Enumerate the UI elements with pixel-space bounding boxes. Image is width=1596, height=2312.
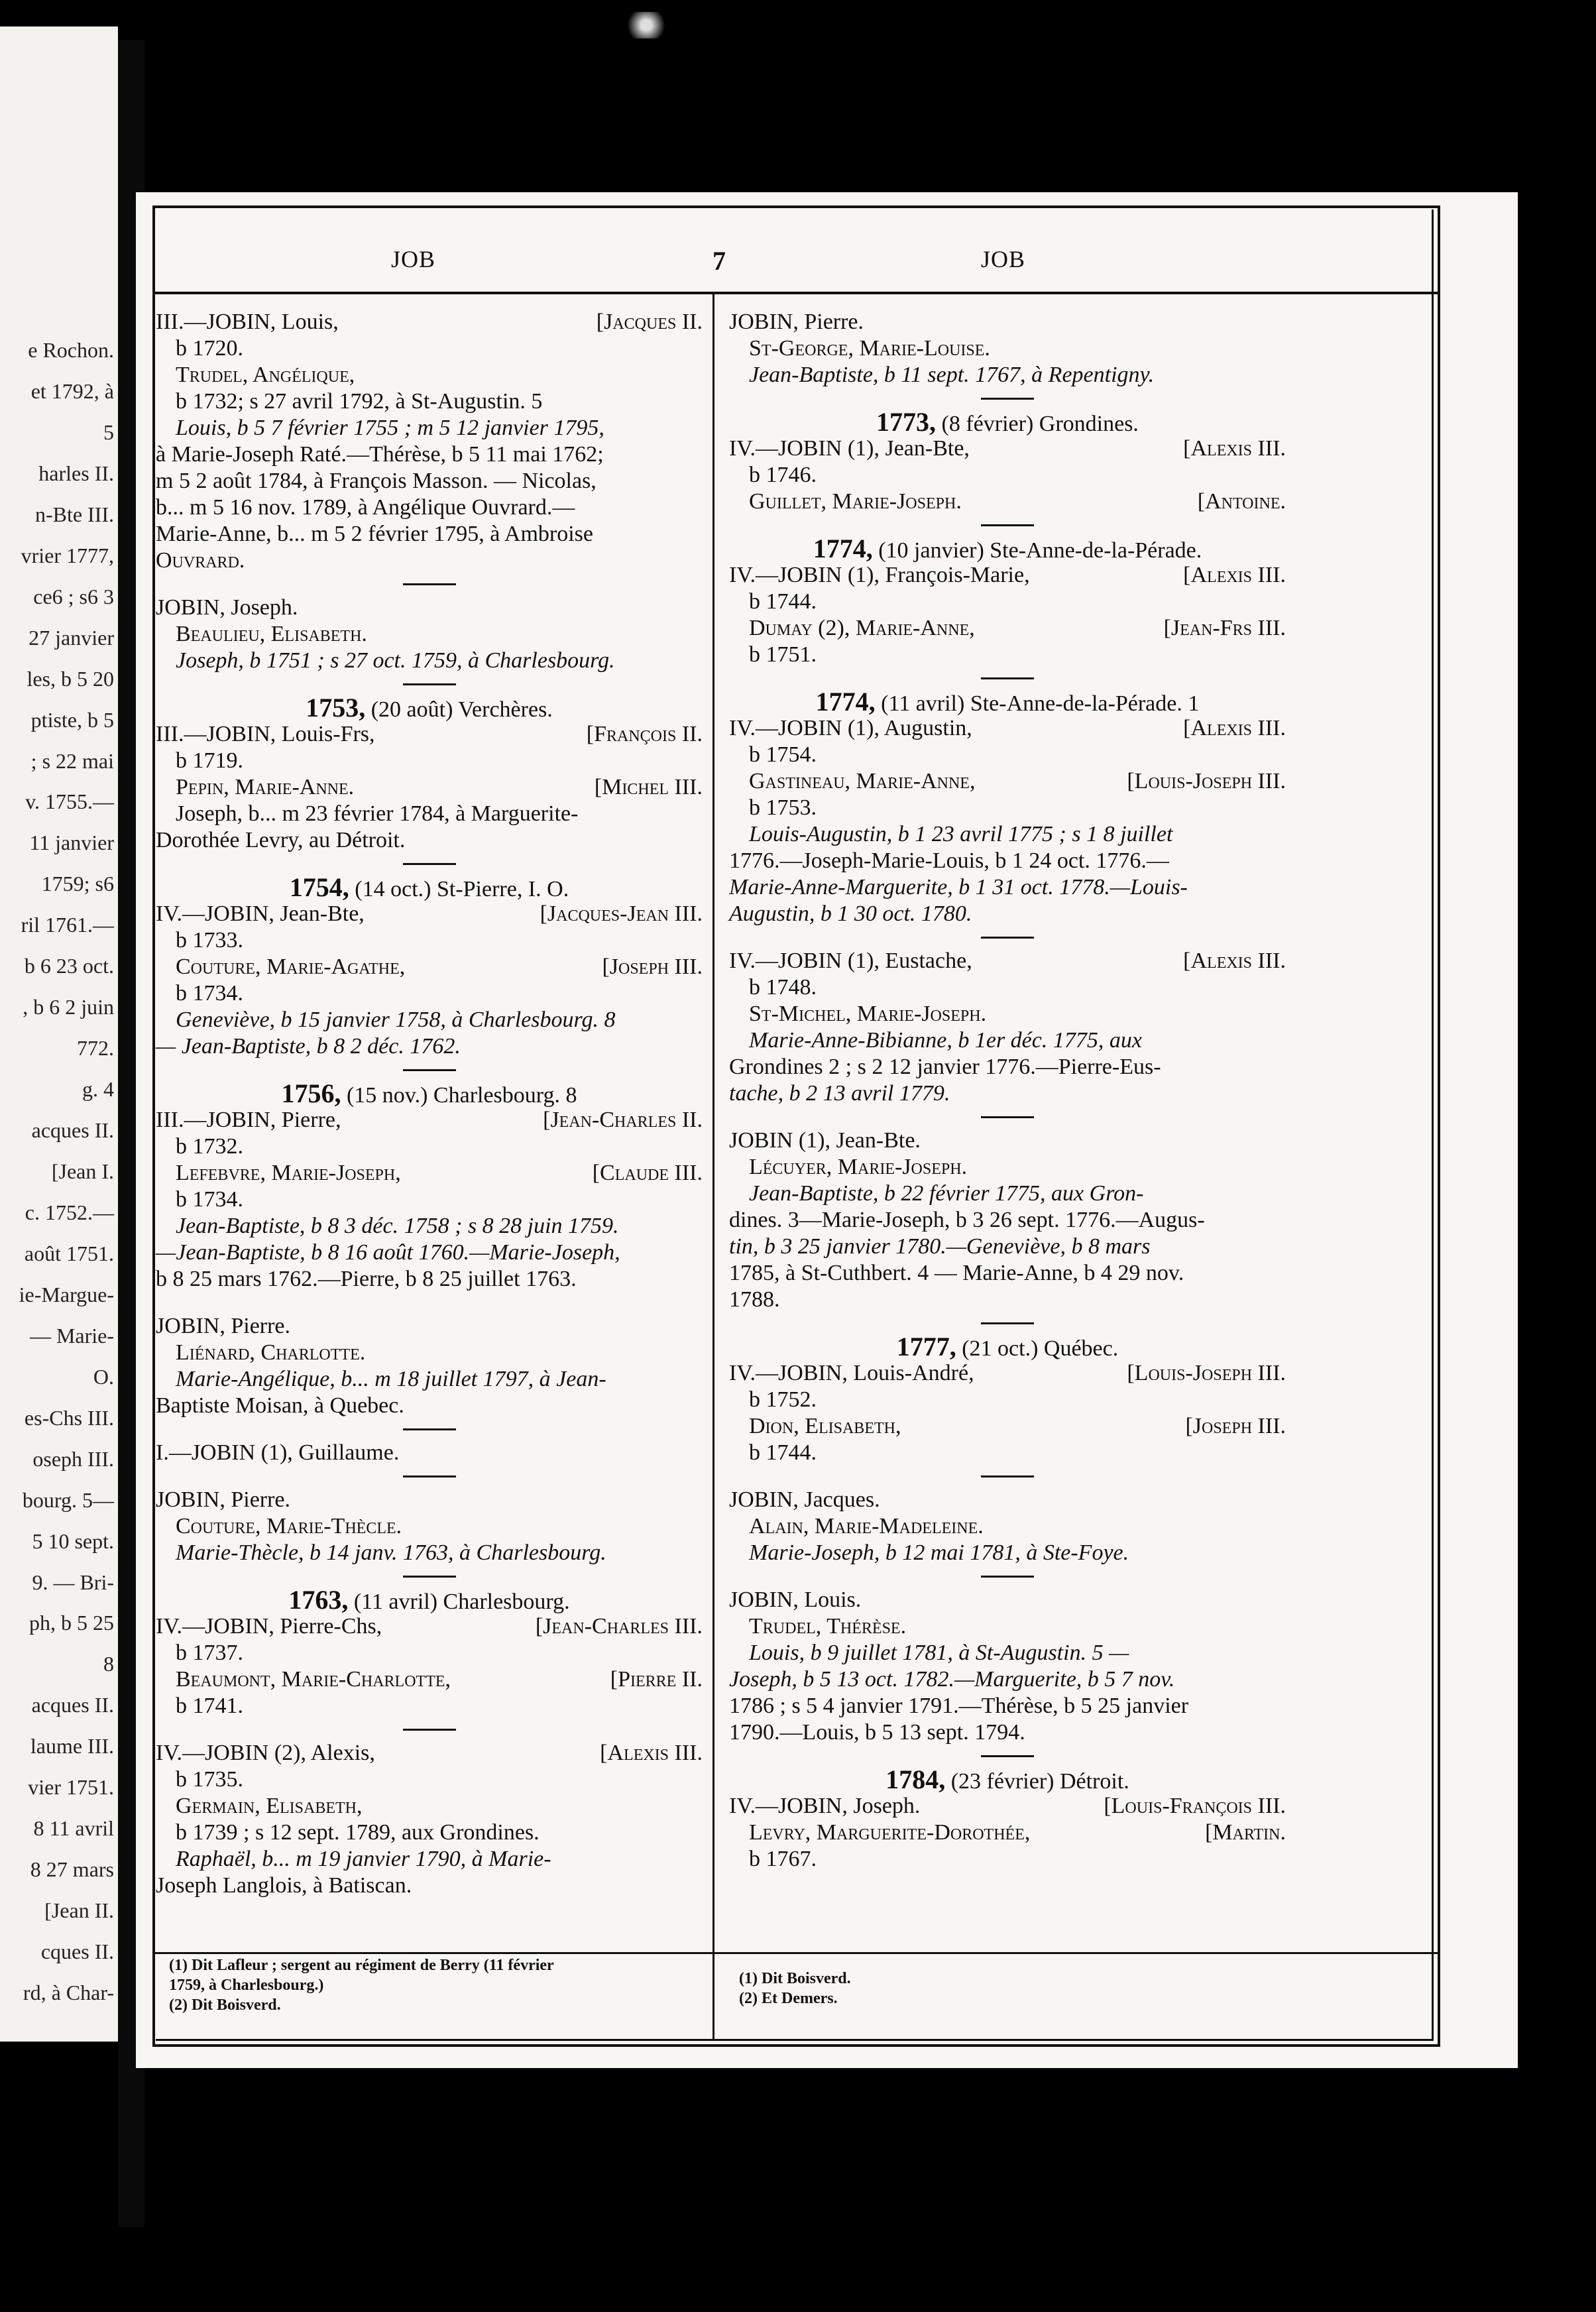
children-line: Raphaël, b... m 19 janvier 1790, à Marie- [176, 1847, 551, 1871]
entry-name: JOBIN, Jacques. [729, 1487, 880, 1512]
previous-page-text-fragment: août 1751. [24, 1241, 114, 1265]
entry-block [729, 1360, 1286, 1466]
spouse-name: St-Michel, Marie-Joseph. [749, 1002, 987, 1026]
spouse-row [729, 1820, 1286, 1846]
entry-head [156, 1740, 703, 1766]
separator-rule [403, 863, 456, 865]
entry-line: b 1732; s 27 avril 1792, à St-Augustin. 5 [176, 389, 543, 414]
separator-rule [403, 1576, 456, 1578]
previous-page-text-fragment: b 6 23 oct. [24, 954, 114, 978]
right-column [729, 309, 1286, 1873]
previous-page-text-fragment: ril 1761.— [21, 913, 114, 937]
previous-page-text-fragment: 5 [103, 420, 114, 444]
previous-page-text-fragment: e Rochon. [28, 338, 114, 362]
children-line: b... m 5 16 nov. 1789, à Angélique Ouvrard.— [156, 495, 575, 520]
separator-rule [981, 1576, 1034, 1578]
previous-page-text-fragment: 27 janvier [28, 625, 114, 650]
year: 1774, [815, 687, 876, 717]
marriage-year-heading [156, 695, 703, 721]
previous-page-text-fragment: 8 11 avril [33, 1816, 114, 1841]
marriage-year-heading [729, 1334, 1286, 1360]
entry-line: b 1734. [176, 1187, 243, 1212]
parent-ref: [Alexis III. [1183, 716, 1286, 740]
footnote: (1) Dit Boisverd. [739, 1970, 851, 1987]
spouse-row [729, 768, 1286, 795]
children-line: Dorothée Levry, au Détroit. [156, 828, 406, 852]
entry-name: IV.—JOBIN, Louis-André, [729, 1361, 974, 1385]
separator-rule [981, 524, 1034, 526]
previous-page-text-fragment: — Marie- [29, 1323, 114, 1348]
entry-name: III.—JOBIN, Pierre, [156, 1108, 341, 1132]
entry-head [729, 715, 1286, 742]
year: 1753, [306, 693, 366, 722]
parent-ref: [Jean-Charles II. [543, 1108, 703, 1132]
children-line: — Jean-Baptiste, b 8 2 déc. 1762. [156, 1034, 461, 1059]
previous-page-text-fragment: rd, à Char- [23, 1981, 114, 2005]
previous-page-text-fragment: 772. [77, 1036, 114, 1061]
marriage-year-heading [156, 874, 703, 901]
footnote: 1759, à Charlesbourg.) [169, 1977, 324, 1994]
children-line: Augustin, b 1 30 oct. 1780. [729, 901, 972, 926]
parent-ref: [Louis-Joseph III. [1127, 1361, 1286, 1385]
spouse-row [156, 1666, 703, 1693]
previous-page-text-fragment: ptiste, b 5 [30, 707, 114, 732]
entry-line: b 1751. [749, 642, 817, 667]
children-line: b 8 25 mars 1762.—Pierre, b 8 25 juillet 1763. [156, 1267, 577, 1291]
entry-line: b 1732. [176, 1134, 243, 1159]
place-date: (8 février) Grondines. [941, 412, 1139, 436]
parent-ref: [Antoine. [1197, 489, 1286, 514]
previous-page-text-fragment: n-Bte III. [34, 502, 114, 526]
children-line: Marie-Thècle, b 14 janv. 1763, à Charlesbourg. [176, 1540, 606, 1565]
entry-head [156, 1613, 703, 1640]
book-page [136, 192, 1518, 2068]
place-date: (11 avril) Charlesbourg. [353, 1590, 570, 1614]
previous-page-text-fragment: ph, b 5 25 [29, 1611, 114, 1635]
parent-ref: [Alexis III. [1183, 949, 1286, 973]
entry-head [729, 948, 1286, 974]
marriage-year-heading [156, 1587, 703, 1613]
previous-page-text-fragment: et 1792, à [30, 378, 114, 403]
entry-line: b 1739 ; s 12 sept. 1789, aux Grondines. [176, 1820, 540, 1845]
separator-rule [403, 683, 456, 685]
previous-page-text-fragment: [Jean II. [44, 1898, 114, 1923]
entry-block [729, 309, 1286, 388]
spouse-name: Lefebvre, Marie-Joseph, [176, 1161, 401, 1185]
children-line: Baptiste Moisan, à Quebec. [156, 1393, 404, 1418]
parent-ref: [Pierre II. [610, 1667, 703, 1692]
previous-page-text-fragment: oseph III. [32, 1446, 114, 1471]
spouse-name: Alain, Marie-Madeleine. [749, 1514, 984, 1538]
entry-block [156, 595, 703, 674]
previous-page-text-fragment: ; s 22 mai [30, 748, 114, 773]
entry-line: b 1744. [749, 1440, 817, 1465]
entry-head [729, 435, 1286, 462]
spouse-name: Trudel, Thérèse. [749, 1614, 907, 1639]
footnote: (2) Dit Boisverd. [169, 1996, 281, 2014]
previous-page-text-fragment: cques II. [40, 1939, 114, 1964]
parent-ref: [Alexis III. [1183, 563, 1286, 587]
scan-speck [623, 12, 669, 38]
year: 1763, [288, 1585, 349, 1615]
header-right: JOB [981, 246, 1026, 272]
year: 1774, [813, 534, 873, 563]
separator-rule [981, 937, 1034, 939]
previous-page-text-fragment: 11 janvier [29, 831, 114, 855]
children-line: 1776.—Joseph-Marie-Louis, b 1 24 oct. 1776.— [729, 848, 1169, 873]
spouse-name: Couture, Marie-Thècle. [176, 1514, 402, 1538]
spouse-name: Beaulieu, Elisabeth. [176, 622, 367, 646]
entry-line: b 1720. [176, 336, 243, 361]
children-line: Marie-Anne, b... m 5 2 février 1795, à Ambroise [156, 522, 593, 546]
children-line: Louis, b 9 juillet 1781, à St-Augustin. 5 — [749, 1641, 1129, 1665]
separator-rule [981, 677, 1034, 679]
entry-line: b 1737. [176, 1641, 243, 1665]
children-line: dines. 3—Marie-Joseph, b 3 26 sept. 1776.—Augus- [729, 1208, 1205, 1232]
entry-block [729, 1793, 1286, 1873]
children-line: à Marie-Joseph Raté.—Thérèse, b 5 11 mai 1762; [156, 442, 604, 467]
children-line: Joseph, b 5 13 oct. 1782.—Marguerite, b 5 7 nov. [729, 1667, 1175, 1692]
spouse-name: Lécuyer, Marie-Joseph. [749, 1155, 968, 1179]
page-number: 7 [712, 246, 726, 276]
place-date: (20 août) Verchères. [370, 697, 553, 722]
spouse-name: Couture, Marie-Agathe, [176, 954, 406, 979]
previous-page-text-fragment: bourg. 5— [22, 1487, 114, 1512]
children-line: 1790.—Louis, b 5 13 sept. 1794. [729, 1720, 1025, 1745]
parent-ref: [Michel III. [594, 775, 703, 799]
previous-page-text-fragment: 9. — Bri- [32, 1570, 114, 1594]
previous-page-text-fragment: vier 1751. [28, 1775, 114, 1800]
entry-line: b 1752. [749, 1387, 817, 1412]
entry-head [156, 1107, 703, 1133]
entry-name: JOBIN, Joseph. [156, 595, 298, 620]
parent-ref: [Martin. [1205, 1820, 1286, 1845]
previous-page-text-fragment: vrier 1777, [21, 543, 114, 567]
place-date: (11 avril) Ste-Anne-de-la-Pérade. 1 [881, 691, 1200, 716]
entry-block [156, 1107, 703, 1293]
previous-page-text-fragment: es-Chs III. [24, 1405, 114, 1430]
separator-rule [403, 1475, 456, 1477]
entry-block [729, 715, 1286, 927]
entry-name: IV.—JOBIN (2), Alexis, [156, 1741, 375, 1765]
place-date: (14 oct.) St-Pierre, I. O. [355, 877, 569, 901]
entry-block [156, 1740, 703, 1899]
children-line: 1786 ; s 5 4 janvier 1791.—Thérèse, b 5 25 janvier [729, 1694, 1189, 1718]
entry-block [156, 1487, 703, 1566]
entry-name: JOBIN (1), Jean-Bte. [729, 1128, 921, 1153]
parent-ref: [Louis-François III. [1104, 1794, 1286, 1818]
children-line: Louis-Augustin, b 1 23 avril 1775 ; s 1 8 juillet [749, 822, 1173, 846]
footnotes-left [169, 1955, 712, 2015]
running-header [152, 205, 1438, 292]
entry-name: IV.—JOBIN (1), Augustin, [729, 716, 972, 740]
previous-page-text-fragment: g. 4 [82, 1077, 114, 1102]
separator-rule [403, 1069, 456, 1071]
spouse-row [729, 1413, 1286, 1440]
previous-page-text-fragment: , b 6 2 juin [23, 995, 114, 1019]
spouse-row [156, 954, 703, 980]
entry-name: III.—JOBIN, Louis, [156, 310, 339, 334]
footnote: (2) Et Demers. [739, 1990, 838, 2007]
column-divider [712, 294, 714, 2039]
marriage-year-heading [729, 1766, 1286, 1793]
previous-page-text-fragment: laume III. [30, 1734, 114, 1759]
entry-line: b 1744. [749, 589, 817, 614]
children-line: tache, b 2 13 avril 1779. [729, 1081, 950, 1106]
parent-ref: [Jean-Frs III. [1163, 616, 1286, 640]
header-left: JOB [391, 246, 436, 272]
spouse-name: Beaumont, Marie-Charlotte, [176, 1667, 451, 1692]
spouse-name: Dumay (2), Marie-Anne, [749, 616, 975, 640]
spouse-name: St-George, Marie-Louise. [749, 336, 990, 361]
previous-page-text-fragment: les, b 5 20 [27, 666, 114, 691]
previous-page-text-fragment: 8 [103, 1652, 114, 1676]
separator-rule [981, 1322, 1034, 1324]
footnote: (1) Dit Lafleur ; sergent au régiment de Berry (11 février [169, 1957, 554, 1974]
footnote-rule [152, 1952, 1438, 1954]
entry-block [156, 901, 703, 1060]
entry-head [156, 309, 703, 335]
children-line: Joseph, b... m 23 février 1784, à Marguerite- [176, 801, 579, 826]
children-line: Marie-Anne-Bibianne, b 1er déc. 1775, aux [749, 1028, 1142, 1053]
entry-name: IV.—JOBIN, Pierre-Chs, [156, 1614, 382, 1639]
spouse-name: Pepin, Marie-Anne. [176, 775, 355, 799]
separator-rule [403, 583, 456, 585]
year: 1784, [885, 1764, 946, 1794]
entry-head [729, 1793, 1286, 1820]
previous-page-edge [0, 27, 118, 2042]
entry-name: I.—JOBIN (1), Guillaume. [156, 1440, 400, 1465]
year: 1756, [281, 1078, 341, 1108]
spouse-name: Levry, Marguerite-Dorothée, [749, 1820, 1031, 1845]
spouse-name: Gastineau, Marie-Anne, [749, 769, 976, 793]
entry-line: b 1734. [176, 981, 243, 1006]
year: 1773, [876, 407, 937, 437]
header-rule [152, 292, 1438, 294]
entry-name: III.—JOBIN, Louis-Frs, [156, 722, 375, 746]
spouse-row [156, 1160, 703, 1186]
previous-page-text-fragment: acques II. [31, 1118, 114, 1143]
spouse-row [729, 615, 1286, 642]
children-line: Grondines 2 ; s 2 12 janvier 1776.—Pierre-Eus- [729, 1055, 1161, 1079]
entry-name: IV.—JOBIN, Jean-Bte, [156, 901, 365, 926]
spouse-row [156, 774, 703, 801]
parent-ref: [Alexis III. [600, 1741, 703, 1765]
place-date: (23 février) Détroit. [950, 1769, 1129, 1794]
children-line: Joseph, b 1751 ; s 27 oct. 1759, à Charlesbourg. [176, 648, 615, 673]
parent-ref: [Louis-Joseph III. [1127, 769, 1286, 793]
separator-rule [981, 1475, 1034, 1477]
entry-head [156, 901, 703, 927]
children-line: Jean-Baptiste, b 8 3 déc. 1758 ; s 8 28 juin 1759. [176, 1214, 619, 1238]
previous-page-text-fragment: v. 1755.— [25, 789, 114, 814]
footnotes-right [739, 1969, 1282, 2008]
children-line: m 5 2 août 1784, à François Masson. — Nicolas, [156, 469, 597, 493]
entry-block [729, 562, 1286, 668]
entry-name: JOBIN, Pierre. [729, 310, 864, 334]
entry-head [729, 1360, 1286, 1387]
spouse-name: Guillet, Marie-Joseph. [749, 489, 962, 514]
parent-ref: [Jacques-Jean III. [540, 901, 703, 926]
entry-line: b 1748. [749, 975, 817, 1000]
parent-ref: [Jean-Charles III. [535, 1614, 703, 1639]
children-line: Jean-Baptiste, b 11 sept. 1767, à Repentigny. [749, 363, 1155, 387]
separator-rule [403, 1428, 456, 1430]
marriage-year-heading [729, 409, 1286, 435]
year: 1777, [896, 1332, 956, 1361]
entry-name: IV.—JOBIN (1), François-Marie, [729, 563, 1030, 587]
parent-ref: [Alexis III. [1183, 436, 1286, 461]
separator-rule [981, 398, 1034, 400]
entry-head [729, 562, 1286, 589]
children-line: Marie-Anne-Marguerite, b 1 31 oct. 1778.—Louis- [729, 875, 1188, 899]
marriage-year-heading [729, 536, 1286, 562]
entry-line: b 1741. [176, 1694, 243, 1718]
spouse-name: Trudel, Angélique, [176, 363, 355, 387]
previous-page-text-fragment: harles II. [38, 461, 114, 485]
marriage-year-heading [729, 689, 1286, 715]
spouse-name: Liénard, Charlotte. [176, 1340, 366, 1365]
entry-line: b 1753. [749, 795, 817, 820]
previous-page-text-fragment: 8 27 mars [30, 1857, 114, 1882]
entry-block [729, 948, 1286, 1107]
separator-rule [403, 1729, 456, 1731]
entry-line: b 1733. [176, 928, 243, 953]
place-date: (15 nov.) Charlesbourg. 8 [346, 1083, 577, 1108]
children-line: Joseph Langlois, à Batiscan. [156, 1873, 412, 1898]
marriage-year-heading [156, 1080, 703, 1107]
entry-line: b 1746. [749, 463, 817, 487]
previous-page-text-fragment: 1759; s6 [41, 872, 114, 896]
left-column [156, 309, 703, 1899]
entry-block [156, 1613, 703, 1719]
children-line: 1788. [729, 1287, 780, 1312]
parent-ref: [Joseph III. [1185, 1414, 1286, 1438]
children-line: Ouvrard. [156, 548, 245, 573]
entry-name: JOBIN, Pierre. [156, 1487, 291, 1512]
children-line: tin, b 3 25 janvier 1780.—Geneviève, b 8 mars [729, 1234, 1151, 1259]
separator-rule [981, 1116, 1034, 1118]
place-date: (10 janvier) Ste-Anne-de-la-Pérade. [878, 538, 1202, 563]
entry-block [729, 1127, 1286, 1313]
entry-name: JOBIN, Pierre. [156, 1314, 291, 1338]
entry-name: IV.—JOBIN (1), Jean-Bte, [729, 436, 970, 461]
entry-block [729, 435, 1286, 515]
parent-ref: [Claude III. [592, 1161, 703, 1185]
previous-page-text-fragment: c. 1752.— [25, 1200, 114, 1224]
previous-page-text-fragment: O. [93, 1364, 114, 1389]
children-line: —Jean-Baptiste, b 8 16 août 1760.—Marie-Joseph, [156, 1240, 620, 1265]
previous-page-text-fragment: [Jean I. [51, 1159, 114, 1184]
entry-line: b 1767. [749, 1847, 817, 1871]
entry-block [729, 1487, 1286, 1566]
spouse-name: Dion, Elisabeth, [749, 1414, 901, 1438]
children-line: Jean-Baptiste, b 22 février 1775, aux Gron- [749, 1181, 1144, 1206]
entry-block [156, 309, 703, 574]
children-line: Marie-Angélique, b... m 18 juillet 1797, à Jean- [176, 1367, 606, 1391]
entry-block [156, 1313, 703, 1419]
entry-name: IV.—JOBIN, Joseph. [729, 1794, 921, 1818]
previous-page-text-fragment: ie-Margue- [19, 1282, 114, 1306]
previous-page-text-fragment: 5 10 sept. [32, 1529, 114, 1553]
entry-line: b 1719. [176, 748, 243, 773]
entry-head [156, 721, 703, 748]
parent-ref: [Joseph III. [602, 954, 703, 979]
entry-block [729, 1587, 1286, 1746]
children-line: Louis, b 5 7 février 1755 ; m 5 12 janvier 1795, [176, 416, 604, 440]
entry-name: JOBIN, Louis. [729, 1588, 862, 1612]
previous-page-text-fragment: acques II. [31, 1693, 114, 1717]
entry-block [156, 721, 703, 854]
year: 1754, [289, 872, 349, 902]
parent-ref: [Jacques II. [596, 310, 703, 334]
entry-name: IV.—JOBIN (1), Eustache, [729, 949, 972, 973]
place-date: (21 oct.) Québec. [962, 1336, 1119, 1361]
parent-ref: [François II. [586, 722, 703, 746]
separator-rule [981, 1755, 1034, 1757]
children-line: Marie-Joseph, b 12 mai 1781, à Ste-Foye. [749, 1540, 1129, 1565]
previous-page-text-fragment: ce6 ; s6 3 [33, 584, 114, 608]
children-line: Geneviève, b 15 janvier 1758, à Charlesbourg. 8 [176, 1008, 616, 1032]
spouse-name: Germain, Elisabeth, [176, 1794, 363, 1818]
children-line: 1785, à St-Cuthbert. 4 — Marie-Anne, b 4 29 nov. [729, 1261, 1184, 1285]
entry-line: b 1754. [749, 742, 817, 767]
spouse-row [729, 489, 1286, 515]
entry-line: b 1735. [176, 1767, 243, 1792]
